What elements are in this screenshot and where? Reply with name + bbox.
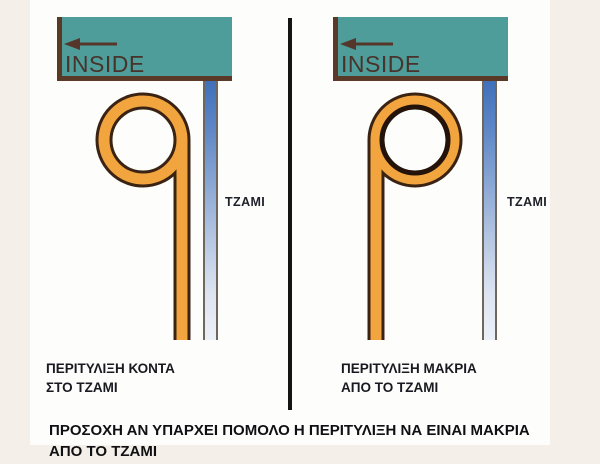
caption-line-2: ΣΤΟ ΤΖΑΜΙ xyxy=(46,380,118,395)
caption-line-2: ΑΠΟ ΤΟ ΤΖΑΜΙ xyxy=(341,380,439,395)
panel-divider-line xyxy=(288,18,292,410)
caption-wrap-far xyxy=(341,359,477,397)
glass-label-left: ΤΖΑΜΙ xyxy=(225,195,266,209)
caption-line-1: ΠΕΡΙΤΥΛΙΞΗ ΚΟΝΤΑ xyxy=(46,361,175,376)
warning-line-1: ΠΡΟΣΟΧΗ ΑΝ ΥΠΑΡΧΕΙ ΠΟΜΟΛΟ Η ΠΕΡΙΤΥΛΙΞΗ ΝΑ ΕΙΝΑΙ ΜΑΚΡΙΑ xyxy=(49,422,530,439)
warning-line-2: ΑΠΟ ΤΟ ΤΖΑΜΙ xyxy=(49,443,158,460)
glass-label-right: ΤΖΑΜΙ xyxy=(507,195,548,209)
glass-pane-right xyxy=(482,81,497,340)
inside-label-right: INSIDE xyxy=(341,51,421,77)
glass-pane-left xyxy=(203,81,218,340)
inside-label-left: INSIDE xyxy=(65,51,145,77)
warning-note xyxy=(49,420,569,462)
caption-wrap-close xyxy=(46,359,175,397)
caption-line-1: ΠΕΡΙΤΥΛΙΞΗ ΜΑΚΡΙΑ xyxy=(341,361,477,376)
